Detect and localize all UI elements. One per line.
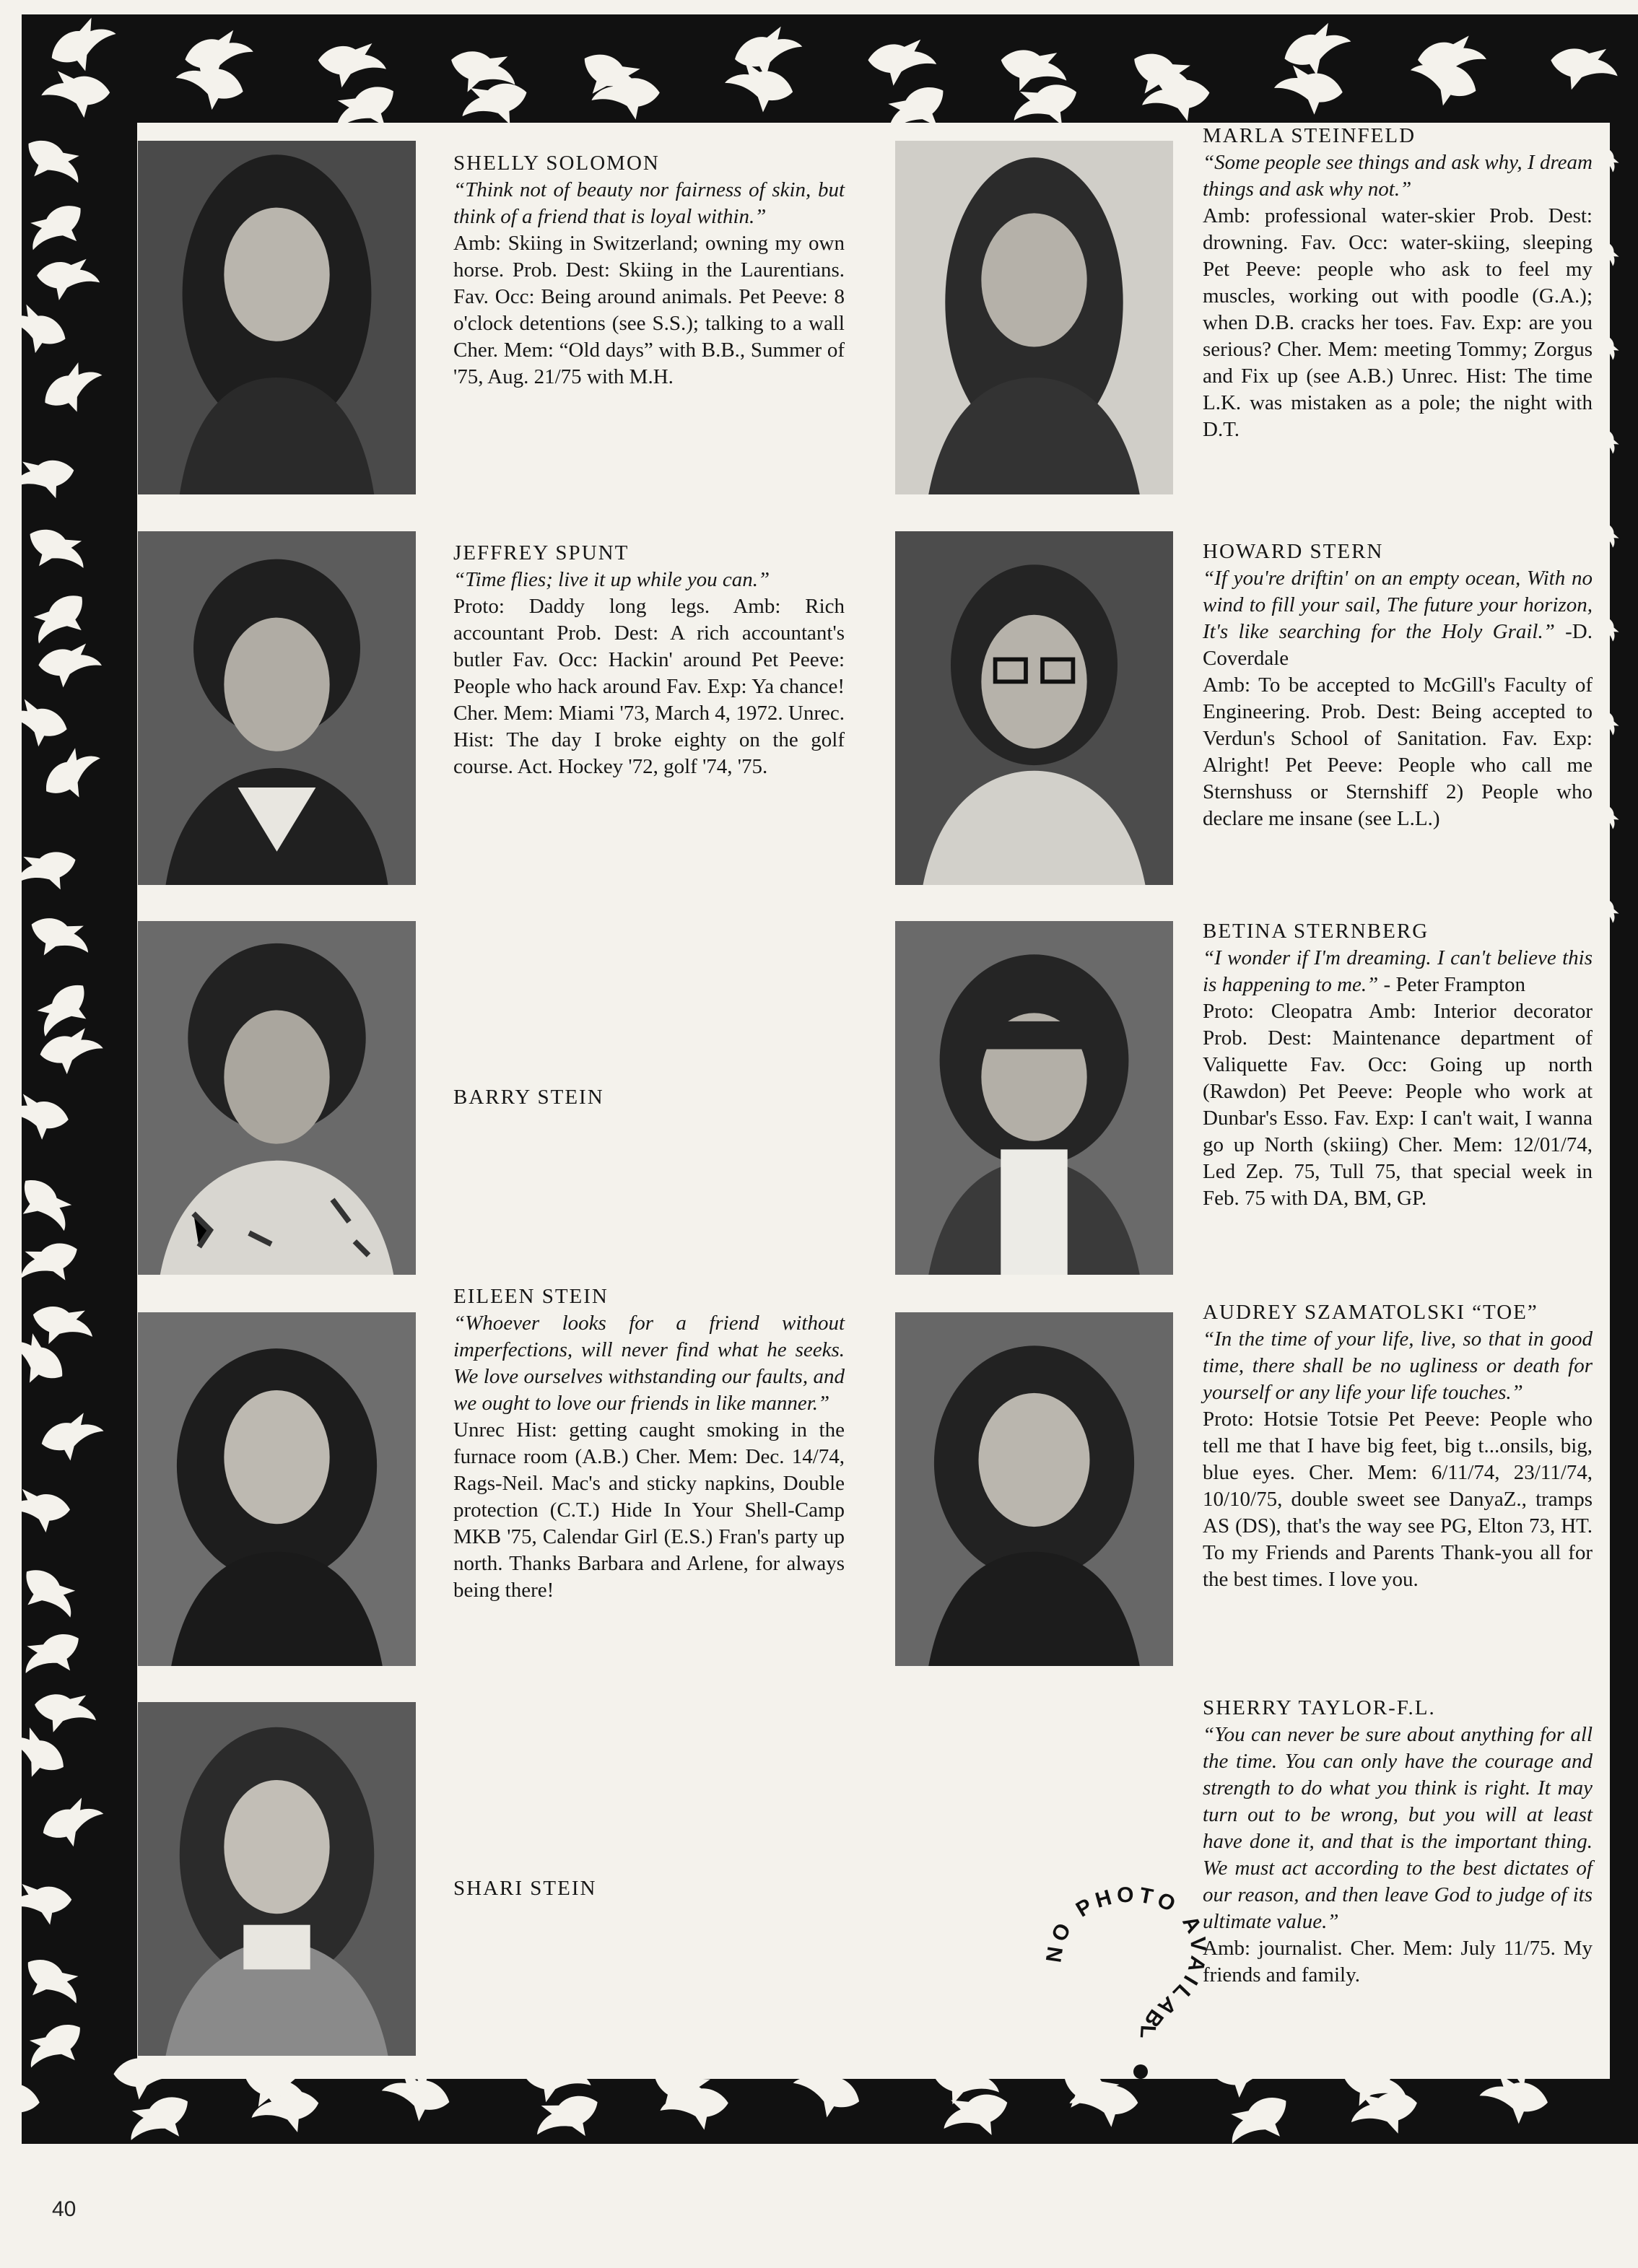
- bird-silhouette: [32, 1691, 98, 1736]
- bird-silhouette: [24, 586, 97, 656]
- bird-silhouette: [37, 1408, 109, 1467]
- student-details: Amb: Skiing in Switzerland; owning my own horse. Prob. Dest: Skiing in the Laurentians. Fav. Occ: Being around animals. Pet Peeve: 8 o'clock detentions (see S.S.); talking to a wall Cher. Mem: “Old days” with B.B., Summer of '75, Aug. 21/75 with M.H.: [453, 232, 845, 388]
- bird-silhouette: [1549, 45, 1620, 93]
- student-quote: “In the time of your life, live, so that in good time, there shall be no ugliness or death for yourself or any life your life touches.”: [1203, 1327, 1593, 1404]
- student-name-barry-stein: BARRY STEIN: [453, 1086, 604, 1109]
- bird-silhouette: [720, 58, 797, 119]
- photo-barry-stein: [138, 921, 416, 1275]
- student-details: Amb: To be accepted to McGill's Faculty of Engineering. Prob. Dest: Being accepted to Verdun's School of Sanitation. Fav. Exp: Alright! Pet Peeve: People who call me Sternshuss or Sternshiff 2) People who declare me insane (see L.L.): [1203, 673, 1593, 830]
- photo-betina-sternberg: [895, 921, 1173, 1275]
- bird-silhouette: [22, 1883, 72, 1925]
- student-name: SHERRY TAYLOR-F.L.: [1203, 1696, 1436, 1719]
- bird-silhouette: [36, 258, 100, 302]
- student-name-shari-stein: SHARI STEIN: [453, 1877, 597, 1900]
- bird-silhouette: [22, 2015, 93, 2081]
- student-quote: “You can never be sure about anything for all the time. You can only have the courage and strength to do what you think is right. It may turn out to be wrong, but you will at least have done it, and that is the important thing. We must act according to the best dictates of our reason, and then leave God to judge of its ultimate value.”: [1203, 1723, 1593, 1933]
- bird-silhouette: [528, 2088, 606, 2144]
- photo-marla-steinfeld: [895, 141, 1173, 494]
- student-quote: “Some people see things and ask why, I dream things and ask why not.”: [1203, 151, 1593, 201]
- entry-marla-steinfeld: [1203, 123, 1593, 443]
- bird-silhouette: [22, 695, 71, 754]
- bird-silhouette: [44, 14, 124, 82]
- bird-silhouette: [1271, 62, 1346, 119]
- photo-audrey-szamatolski: [895, 1312, 1173, 1666]
- bird-silhouette: [866, 38, 938, 88]
- bird-silhouette: [22, 2072, 43, 2129]
- bird-silhouette: [24, 911, 95, 967]
- student-details: Amb: journalist. Cher. Mem: July 11/75. My friends and family.: [1203, 1937, 1593, 1986]
- entry-howard-stern: [1203, 538, 1593, 832]
- bird-silhouette: [22, 846, 81, 898]
- entry-shelly-solomon: [453, 150, 845, 391]
- bird-silhouette: [22, 1171, 81, 1242]
- bird-silhouette: [22, 521, 93, 583]
- photo-shelly-solomon: [138, 141, 416, 494]
- no-photo-available-text: NO PHOTO AVAILABL: [1042, 1883, 1211, 2044]
- bird-silhouette: [938, 2088, 1014, 2144]
- bird-silhouette: [22, 1721, 71, 1789]
- bird-silhouette: [37, 1792, 110, 1856]
- student-quote: “I wonder if I'm dreaming. I can't believe this is happening to me.” - Peter Frampton: [1203, 946, 1593, 996]
- photo-jeffrey-spunt: [138, 531, 416, 885]
- photo-eileen-stein: [138, 1312, 416, 1666]
- entry-audrey-szamatolski: [1203, 1299, 1593, 1593]
- page-content-area: [137, 123, 1610, 2079]
- entry-eileen-stein: [453, 1283, 845, 1604]
- bird-silhouette: [22, 1236, 85, 1293]
- student-quote: “Whoever looks for a friend without imperfections, will never find what he seeks. We love ourselves withstanding our faults, and we ought to love our friends in like manner.”: [453, 1312, 845, 1415]
- bird-silhouette: [1475, 2070, 1551, 2129]
- student-name: AUDREY SZAMATOLSKI “TOE”: [1203, 1301, 1538, 1324]
- bird-silhouette: [22, 1091, 71, 1144]
- bird-silhouette: [22, 1325, 71, 1396]
- entry-betina-sternberg: [1203, 918, 1593, 1212]
- student-details: Amb: professional water-skier Prob. Dest: drowning. Fav. Occ: water-skiing, sleeping Pet Peeve: people who ask to feel my muscles, working out with poodle (G.A.); when D.B. cracks her toes. Fav. Exp: are you serious? Cher. Mem: meeting Tommy; Zorgus and Fix up (see A.B.) Unrec. Hist: The time L.K. was mistaken as a pole; the night with D.T.: [1203, 204, 1593, 441]
- bird-silhouette: [22, 196, 95, 263]
- bird-silhouette: [22, 456, 77, 502]
- bird-silhouette: [37, 355, 110, 424]
- entry-sherry-taylor: [1203, 1695, 1593, 1989]
- bird-silhouette: [120, 2088, 199, 2144]
- bird-silhouette: [1348, 2088, 1420, 2140]
- bird-silhouette: [36, 642, 104, 691]
- photo-shari-stein: [138, 1702, 416, 2056]
- student-name: HOWARD STERN: [1203, 540, 1384, 563]
- bird-silhouette: [22, 299, 71, 362]
- bird-silhouette: [22, 1950, 89, 2017]
- bird-silhouette: [39, 69, 111, 121]
- page-number: 40: [52, 2197, 77, 2221]
- student-name: MARLA STEINFELD: [1203, 124, 1416, 147]
- student-details: Proto: Daddy long legs. Amb: Rich accountant Prob. Dest: A rich accountant's butler Fav. Occ: Hackin' around Pet Peeve: People who hack around Fav. Exp: Ya chance! Cher. Mem: Miami '73, March 4, 1972. Unrec. Hist: The day I broke eighty on the golf course. Act. Hockey '72, golf '74, '75.: [453, 595, 845, 778]
- bird-silhouette: [22, 1487, 72, 1535]
- bird-silhouette: [22, 1561, 85, 1630]
- photo-howard-stern: [895, 531, 1173, 885]
- student-name: EILEEN STEIN: [453, 1285, 609, 1308]
- student-details: Proto: Cleopatra Amb: Interior decorator Prob. Dest: Maintenance department of Valiquette Fav. Occ: Going up north (Rawdon) Pet Peeve: People who work at Dunbar's Esso. Fav. Exp: I can't wait, I wanna go up North (skiing) Cher. Mem: 12/01/74, Led Zep. 75, Tull 75, that special week in Feb. 75 with DA, BM, GP.: [1203, 1000, 1593, 1210]
- bird-silhouette: [318, 43, 387, 88]
- student-name: SHELLY SOLOMON: [453, 152, 660, 175]
- decorative-bird-border: [22, 14, 1638, 2144]
- student-details: Proto: Hotsie Totsie Pet Peeve: People who tell me that I have big feet, big t...onsils, big, blue eyes. Cher. Mem: 6/11/74, 23/11/74, 10/10/75, double sweet see DanyaZ., tramps AS (DS), that's the way see PG, Elton 73, HT. To my Friends and Parents Thank-you all for the best times. I love you.: [1203, 1408, 1593, 1591]
- bird-silhouette: [22, 131, 90, 196]
- bird-silhouette: [38, 740, 110, 811]
- bird-silhouette: [22, 1626, 89, 1688]
- student-quote: “Time flies; live it up while you can.”: [453, 568, 770, 591]
- entry-jeffrey-spunt: [453, 540, 845, 780]
- student-details: Unrec Hist: getting caught smoking in the furnace room (A.B.) Cher. Mem: Dec. 14/74, Rags-Neil. Mac's and sticky napkins, Double protection (C.T.) Hide In Your Shell-Camp MKB '75, Calendar Girl (E.S.) Fran's party up north. Thanks Barbara and Arlene, for always being there!: [453, 1418, 845, 1602]
- student-quote: “Think not of beauty nor fairness of skin, but think of a friend that is loyal within.”: [453, 178, 845, 228]
- student-name: BETINA STERNBERG: [1203, 920, 1429, 943]
- student-name: JEFFREY SPUNT: [453, 541, 630, 564]
- student-quote: “If you're driftin' on an empty ocean, With no wind to fill your sail, The future your horizon, It's like searching for the Holy Grail.” -D. Coverdale: [1203, 567, 1593, 670]
